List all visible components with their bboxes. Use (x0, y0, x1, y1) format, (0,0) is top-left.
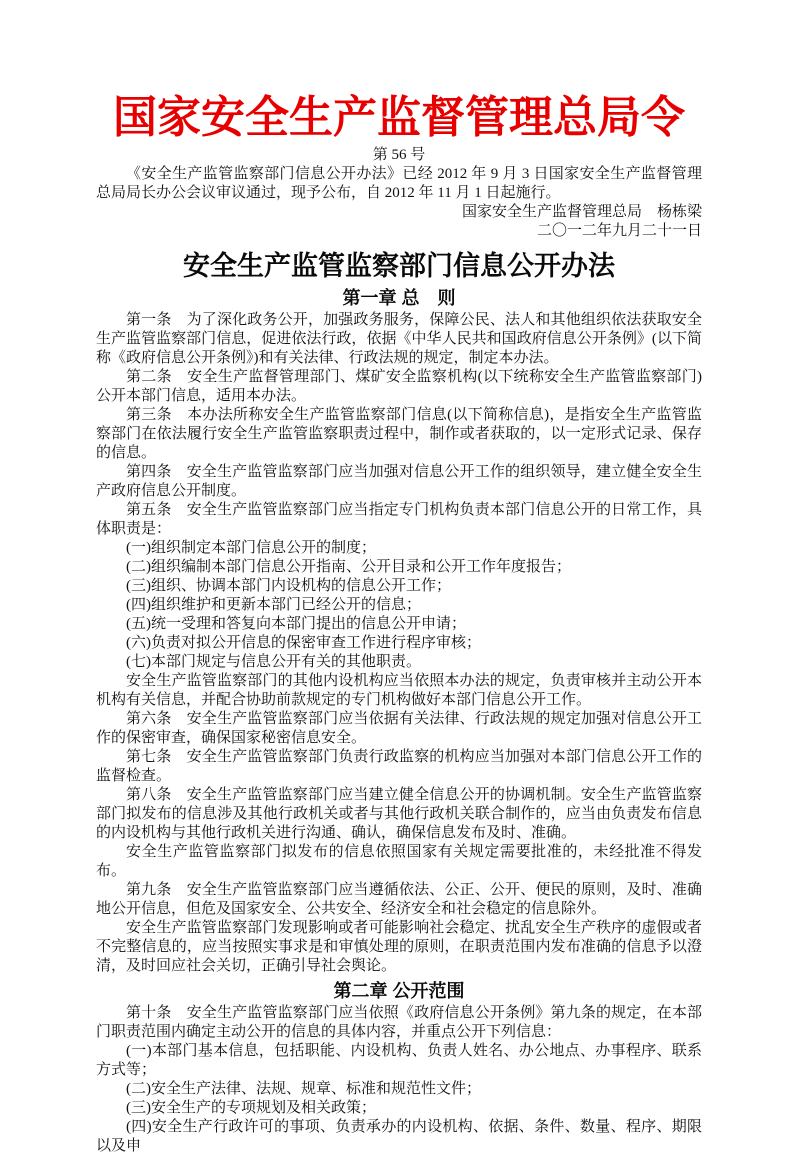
decree-date: 二〇一二年九月二十一日 (536, 223, 702, 239)
article-5-item-1: (一)组织制定本部门信息公开的制度； (126, 540, 376, 556)
article-9-paragraph: 第九条 安全生产监管监察部门应当遵循依法、公正、公开、便民的原则，及时、准确地公开信息，但危及国家安全、公共安全、经济安全和社会稳定的信息除外。 (96, 882, 702, 917)
article-9-second-paragraph: 安全生产监管监察部门发现影响或者可能影响社会稳定、扰乱安全生产秩序的虚假或者不完整信息的，应当按照实事求是和审慎处理的原则，在职责范围内发布准确的信息予以澄清，及时回应社会关切，正确引导社会舆论。 (96, 920, 702, 974)
chapter-1 (96, 287, 702, 976)
chapter-2 (96, 980, 702, 1156)
regulation-title: 安全生产监管监察部门信息公开办法 (183, 251, 615, 281)
article-3-paragraph: 第三条 本办法所称安全生产监管监察部门信息(以下简称信息)，是指安全生产监管监察部门在依法履行安全生产监管监察职责过程中，制作或者获取的，以一定形式记录、保存的信息。 (96, 407, 702, 461)
article-10-item-1: (一)本部门基本信息，包括职能、内设机构、负责人姓名、办公地点、办事程序、联系方式等； (96, 1043, 702, 1078)
article-6-paragraph: 第六条 安全生产监管监察部门应当依据有关法律、行政法规的规定加强对信息公开工作的保密审查，确保国家秘密信息安全。 (96, 711, 702, 746)
article-7-paragraph: 第七条 安全生产监管监察部门负责行政监察的机构应当加强对本部门信息公开工作的监督检查。 (96, 749, 702, 784)
chapter-1-heading: 第一章 总 则 (342, 288, 456, 308)
chapter-2-heading: 第二章 公开范围 (333, 981, 465, 1001)
article-5-item-2: (二)组织编制本部门信息公开指南、公开目录和公开工作年度报告； (126, 559, 571, 575)
decree-signature: 国家安全生产监督管理总局 杨栋梁 (461, 204, 702, 220)
article-8-paragraph: 第八条 安全生产监管监察部门应当建立健全信息公开的协调机制。安全生产监管监察部门拟发布的信息涉及其他行政机关或者与其他行政机关联合制作的，应当由负责发布信息的内设机构与其他行政机关进行沟通、确认，确保信息发布及时、准确。 (96, 787, 702, 841)
decree-number: 第 56 号 (372, 147, 426, 163)
decree-announcement: 《安全生产监管监察部门信息公开办法》已经 2012 年 9 月 3 日国家安全生产监督管理总局局长办公会议审议通过，现予公布，自 2012 年 11 月 1 日起施行。 (96, 166, 702, 201)
article-5-item-4: (四)组织维护和更新本部门已经公开的信息； (126, 597, 421, 613)
article-10-item-4-truncated: (四)安全生产行政许可的事项、负责承办的内设机构、依据、条件、数量、程序、期限以及申 (96, 1119, 702, 1154)
article-8-second-paragraph: 安全生产监管监察部门拟发布的信息依照国家有关规定需要批准的，未经批准不得发布。 (96, 844, 702, 879)
article-5-item-7: (七)本部门规定与信息公开有关的其他职责。 (126, 654, 421, 670)
article-5-item-6: (六)负责对拟公开信息的保密审查工作进行程序审核； (126, 635, 481, 651)
article-2-paragraph: 第二条 安全生产监督管理部门、煤矿安全监察机构(以下统称安全生产监管监察部门)公开本部门信息，适用本办法。 (96, 369, 702, 404)
article-10-item-2: (二)安全生产法律、法规、规章、标准和规范性文件； (126, 1081, 481, 1097)
decree-title: 国家安全生产监督管理总局令 (113, 93, 685, 142)
article-1-paragraph: 第一条 为了深化政务公开，加强政务服务，保障公民、法人和其他组织依法获取安全生产监管监察部门信息，促进依法行政，依据《中华人民共和国政府信息公开条例》(以下简称《政府信息公开条例》)和有关法律、行政法规的规定，制定本办法。 (96, 312, 702, 366)
article-5-closing-paragraph: 安全生产监管监察部门的其他内设机构应当依照本办法的规定，负责审核并主动公开本机构有关信息，并配合协助前款规定的专门机构做好本部门信息公开工作。 (96, 673, 702, 708)
article-10-paragraph: 第十条 安全生产监管监察部门应当依照《政府信息公开条例》第九条的规定，在本部门职责范围内确定主动公开的信息的具体内容，并重点公开下列信息： (96, 1005, 702, 1040)
article-4-paragraph: 第四条 安全生产监管监察部门应当加强对信息公开工作的组织领导，建立健全安全生产政府信息公开制度。 (96, 464, 702, 499)
decree-header (96, 93, 702, 241)
article-5-item-5: (五)统一受理和答复向本部门提出的信息公开申请； (126, 616, 466, 632)
article-10-item-3: (三)安全生产的专项规划及相关政策； (126, 1100, 376, 1116)
article-5-item-3: (三)组织、协调本部门内设机构的信息公开工作； (126, 578, 451, 594)
article-5-paragraph: 第五条 安全生产监管监察部门应当指定专门机构负责本部门信息公开的日常工作，具体职责是： (96, 502, 702, 537)
